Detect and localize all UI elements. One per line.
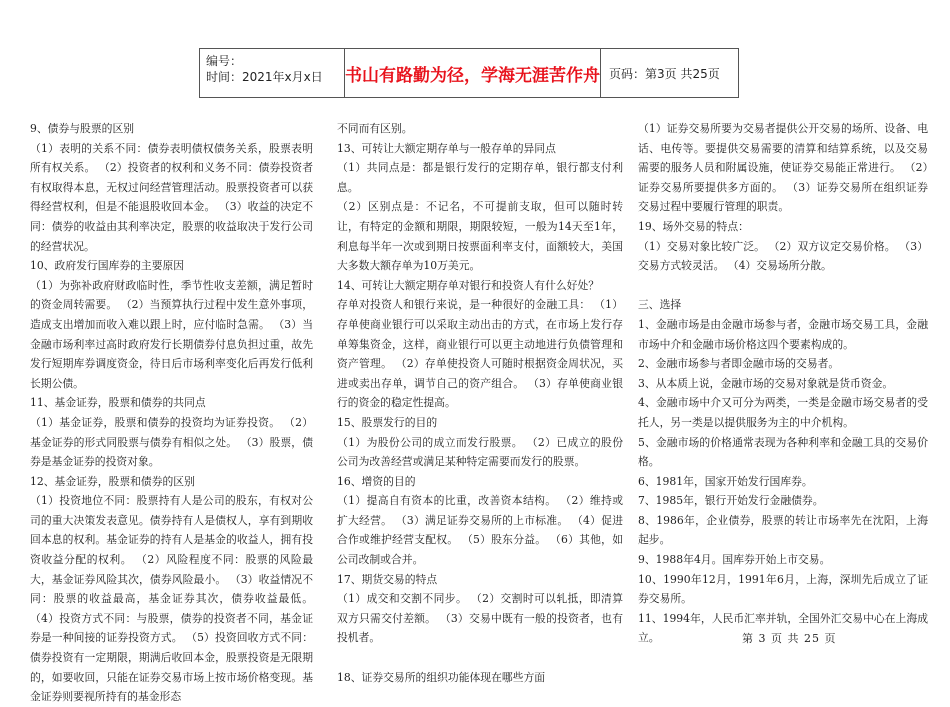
column-right [638, 119, 928, 648]
paragraph: 13、可转让大额定期存单与一般存单的异同点 [337, 141, 556, 155]
paragraph: 9、1988年4月。国库券开始上市交易。 [638, 553, 831, 567]
paragraph: 2、金融市场参与者即金融市场的交易者。 [638, 357, 840, 371]
paragraph: 4、金融市场中介又可分为两类，一类是金融市场交易者的受托人，另一类是以提供服务为主的中介机构。 [638, 396, 928, 429]
paragraph: 19、场外交易的特点： [638, 219, 749, 233]
paragraph: （1）表明的关系不同：债券表明债权债务关系，股票表明所有权关系。 （2）投资者的权利和义务不同：债券投资者有权取得本息，无权过问经营管理活动。股票投资者可以获得经营权利，但是不能退股收回本金。 （3）收益的决定不同：债券的收益由其利率决定，股票的收益取决于发行公司的经营状况。 [30, 141, 313, 253]
paragraph: 15、股票发行的目的 [337, 415, 438, 429]
paragraph: 5、金融市场的价格通常表现为各种利率和金融工具的交易价格。 [638, 435, 928, 469]
paragraph: （1）为股份公司的成立而发行股票。 （2）已成立的股份公司为改善经营或满足某种特定需要而发行的股票。 [337, 435, 623, 469]
number-label: 编号： [206, 54, 243, 68]
paragraph: 12、基金证券，股票和债券的区别 [30, 474, 195, 488]
motto: 书山有路勤为径，学海无涯苦作舟 [345, 49, 601, 97]
paragraph: 6、1981年，国家开始发行国库券。 [638, 474, 813, 488]
paragraph: 14、可转让大额定期存单对银行和投资人有什么好处？ [337, 278, 600, 292]
paragraph: 17、期货交易的特点 [337, 572, 438, 586]
paragraph [337, 648, 623, 668]
paragraph: 9、债券与股票的区别 [30, 122, 135, 135]
paragraph: 1、金融市场是由金融市场参与者，金融市场交易工具，金融市场中介和金融市场价格这四个要素构成的。 [638, 317, 928, 351]
paragraph: 18、证券交易所的组织功能体现在哪些方面 [337, 670, 546, 684]
column-left [30, 119, 313, 707]
header-meta [200, 49, 345, 97]
paragraph: 10、政府发行国库券的主要原因 [30, 259, 185, 273]
paragraph: （1）交易对象比较广泛。 （2）双方议定交易价格。 （3）交易方式较灵活。 （4）交易场所分散。 [638, 239, 928, 273]
paragraph: （1）成交和交割不同步。 （2）交割时可以轧抵，即清算双方只需交付差额。 （3）交易中既有一般的投资者，也有投机者。 [337, 592, 623, 645]
column-middle [337, 119, 623, 687]
paragraph: 11、1994年，人民币汇率并轨，全国外汇交易中心在上海成立。 [638, 611, 928, 645]
paragraph: （1）共同点是：都是银行发行的定期存单，银行都支付利息。 [337, 161, 623, 194]
page-label: 页码：第3页 共25页 [609, 66, 720, 81]
paragraph: （1）证券交易所要为交易者提供公开交易的场所、设备、电话、电传等。要提供交易需要的清算和结算系统，以及交易需要的服务人员和附属设施，使证券交易能正常进行。 （2）证券交易所要提供多方面的。 （3）证券交易所在组织证券交易过程中要履行管理的职责。 [638, 122, 928, 214]
paragraph: 7、1985年，银行开始发行金融债券。 [638, 494, 824, 508]
page-footer: 第 3 页 共 25 页 [742, 632, 837, 645]
paragraph: 11、基金证券，股票和债券的共同点 [30, 396, 206, 410]
paragraph: 10、1990年12月，1991年6月，上海，深圳先后成立了证券交易所。 [638, 572, 928, 606]
paragraph: （1）投资地位不同：股票持有人是公司的股东，有权对公司的重大决策发表意见。债券持有人是债权人，享有到期收回本息的权利。基金证券的持有人是基金的收益人，拥有投资收益分配的权利。 （2）风险程度不同：股票的风险最大，基金证券风险其次，债券风险最小。 （3）收益情况不同：股票的收益最高，基金证券其次，债券收益最低。 （4）投资方式不同：与股票，债券的投资者不同，基金证券是一种间接的证券投资方式。 （5）投资回收方式不同：债券投资有一定期限，期满后收回本金，股票投资是无限期的，如要收回，只能在证券交易市场上按市场价格变现。基金证券则要视所持有的基金形态 [30, 494, 313, 704]
paragraph: （1）基金证券，股票和债券的投资均为证券投资。 （2）基金证券的形式同股票与债券有相似之处。 （3）股票，债券是基金证券的投资对象。 [30, 415, 313, 469]
paragraph: 16、增资的目的 [337, 474, 416, 488]
time-label: 时间：2021年x月x日 [206, 70, 323, 84]
paragraph: 3、从本质上说，金融市场的交易对象就是货币资金。 [638, 376, 894, 390]
paragraph: 8、1986年，企业债券，股票的转让市场率先在沈阳，上海起步。 [638, 513, 928, 547]
paragraph: （1）为弥补政府财政临时性，季节性收支差额，满足暂时的资金周转需要。 （2）当预算执行过程中发生意外事项，造成支出增加而收入难以跟上时，应付临时急需。 （3）当金融市场利率过高时政府发行长期债券付息负担过重，故先发行短期库券调度资金，待日后市场利率变化后再发行低利长期公债。 [30, 278, 313, 390]
paragraph: （1）提高自有资本的比重，改善资本结构。 （2）维持或扩大经营。 （3）满足证券交易所的上市标准。 （4）促进合作或维护经营支配权。 （5）股东分益。 （6）其他，如公司改制或合并。 [337, 494, 623, 567]
paragraph: 存单对投资人和银行来说，是一种很好的金融工具： （1）存单使商业银行可以采取主动出击的方式，在市场上发行存单筹集资金，这样，商业银行可以更主动地进行负债管理和资产管理。 （2）存单使投资人可随时根据资金周状况，买进或卖出存单，调节自己的资产组合。 （3）存单使商业银行的资金的稳定性提高。 [337, 298, 623, 410]
paragraph [638, 276, 928, 296]
paragraph: 不同而有区别。 [337, 122, 413, 135]
paragraph: （2）区别点是：不记名，不可提前支取，但可以随时转让，有特定的金额和期限，期限较短，一般为14天至1年，利息每半年一次或到期日按票面利率支付，面额较大，美国大多数大额存单为10万美元。 [337, 200, 623, 273]
paragraph: 三、选择 [638, 298, 682, 312]
header-table [199, 48, 739, 98]
